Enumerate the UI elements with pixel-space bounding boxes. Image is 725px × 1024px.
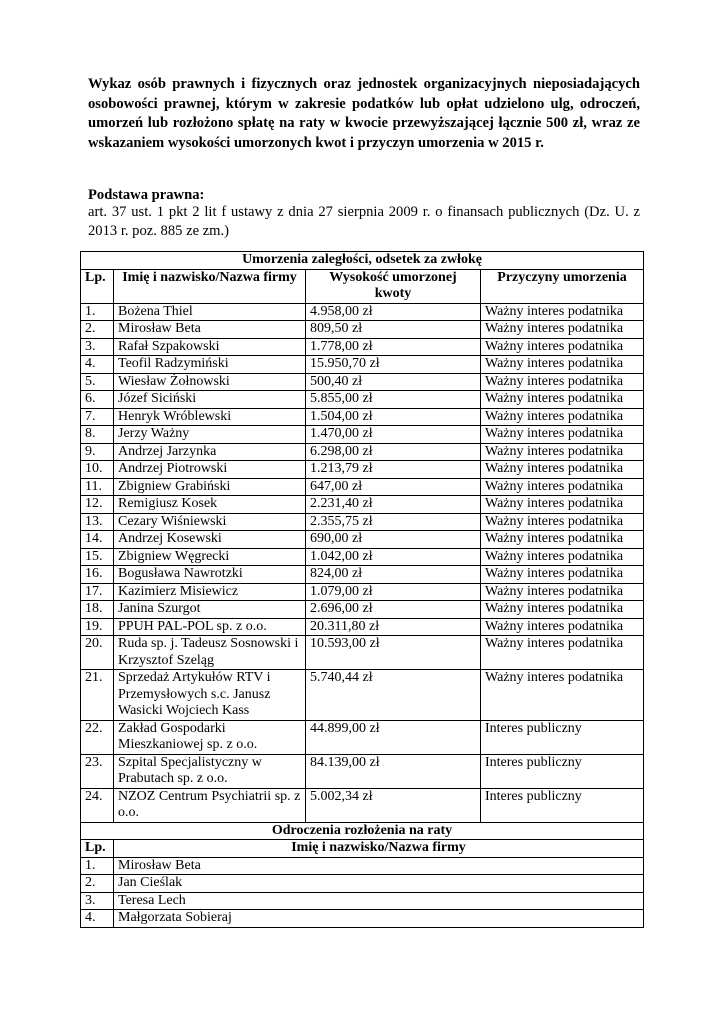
row-lp: 20. (81, 636, 114, 670)
row-reason: Ważny interes podatnika (481, 391, 644, 409)
row-reason: Ważny interes podatnika (481, 531, 644, 549)
row-name: Andrzej Piotrowski (114, 461, 306, 479)
table-row (81, 720, 644, 754)
deferrals-header-lp: Lp. (81, 840, 114, 858)
deferral-row-lp: 3. (81, 892, 114, 910)
row-reason: Ważny interes podatnika (481, 670, 644, 721)
header-amount: Wysokość umorzonej kwoty (306, 269, 481, 303)
row-reason: Interes publiczny (481, 720, 644, 754)
table-row (81, 461, 644, 479)
row-reason: Interes publiczny (481, 788, 644, 822)
row-lp: 22. (81, 720, 114, 754)
header-reason: Przyczyny umorzenia (481, 269, 644, 303)
row-name: Wiesław Żołnowski (114, 373, 306, 391)
row-amount: 647,00 zł (306, 478, 481, 496)
row-lp: 15. (81, 548, 114, 566)
row-lp: 1. (81, 303, 114, 321)
row-amount: 5.002,34 zł (306, 788, 481, 822)
row-reason: Ważny interes podatnika (481, 566, 644, 584)
row-amount: 690,00 zł (306, 531, 481, 549)
table-row (81, 601, 644, 619)
row-amount: 5.855,00 zł (306, 391, 481, 409)
row-name: Janina Szurgot (114, 601, 306, 619)
row-reason: Ważny interes podatnika (481, 373, 644, 391)
deferral-row-name: Jan Cieślak (114, 875, 644, 893)
deferral-row-name: Mirosław Beta (114, 857, 644, 875)
deferrals-header-name: Imię i nazwisko/Nazwa firmy (114, 840, 644, 858)
row-lp: 17. (81, 583, 114, 601)
row-lp: 7. (81, 408, 114, 426)
row-reason: Ważny interes podatnika (481, 583, 644, 601)
table-row (81, 857, 644, 875)
row-amount: 2.231,40 zł (306, 496, 481, 514)
remissions-section-title: Umorzenia zaległości, odsetek za zwłokę (81, 252, 644, 270)
table-row (81, 636, 644, 670)
table-row (81, 754, 644, 788)
row-lp: 12. (81, 496, 114, 514)
table-row (81, 391, 644, 409)
table-row (81, 321, 644, 339)
row-name: Teofil Radzymiński (114, 356, 306, 374)
row-name: Mirosław Beta (114, 321, 306, 339)
row-reason: Ważny interes podatnika (481, 548, 644, 566)
row-name: Andrzej Kosewski (114, 531, 306, 549)
row-lp: 18. (81, 601, 114, 619)
header-name: Imię i nazwisko/Nazwa firmy (114, 269, 306, 303)
row-name: Cezary Wiśniewski (114, 513, 306, 531)
legal-basis-text: art. 37 ust. 1 pkt 2 lit f ustawy z dnia 27 sierpnia 2009 r. o finansach publicznych (Dz. U. z 2013 r. poz. 885 ze zm.) (88, 204, 640, 239)
row-lp: 24. (81, 788, 114, 822)
row-lp: 11. (81, 478, 114, 496)
header-lp: Lp. (81, 269, 114, 303)
document-title: Wykaz osób prawnych i fizycznych oraz jednostek organizacyjnych nieposiadających osobowości prawnej, którym w zakresie podatków lub opłat udzielono ulg, odroczeń, umorzeń lub rozłożono spłatę na raty w kwocie przewyższającej łącznie 500 zł, wraz ze wskazaniem wysokości umorzonych kwot i przyczyn umorzenia w 2015 r. (88, 76, 640, 151)
row-reason: Ważny interes podatnika (481, 461, 644, 479)
row-lp: 19. (81, 618, 114, 636)
row-reason: Ważny interes podatnika (481, 356, 644, 374)
row-lp: 4. (81, 356, 114, 374)
table-row (81, 478, 644, 496)
row-amount: 1.778,00 zł (306, 338, 481, 356)
row-amount: 1.470,00 zł (306, 426, 481, 444)
deferrals-section-row (81, 822, 644, 840)
table-row (81, 670, 644, 721)
row-amount: 20.311,80 zł (306, 618, 481, 636)
table-row (81, 566, 644, 584)
table-row (81, 548, 644, 566)
row-amount: 84.139,00 zł (306, 754, 481, 788)
row-name: Bogusława Nawrotzki (114, 566, 306, 584)
row-lp: 10. (81, 461, 114, 479)
table-row (81, 531, 644, 549)
table-row (81, 583, 644, 601)
row-name: Andrzej Jarzynka (114, 443, 306, 461)
row-lp: 21. (81, 670, 114, 721)
table-row (81, 618, 644, 636)
row-lp: 23. (81, 754, 114, 788)
row-name: Szpital Specjalistyczny w Prabutach sp. z o.o. (114, 754, 306, 788)
row-reason: Ważny interes podatnika (481, 303, 644, 321)
row-reason: Ważny interes podatnika (481, 478, 644, 496)
table-row (81, 443, 644, 461)
row-lp: 5. (81, 373, 114, 391)
row-amount: 10.593,00 zł (306, 636, 481, 670)
deferral-row-lp: 2. (81, 875, 114, 893)
row-name: Zbigniew Grabiński (114, 478, 306, 496)
row-reason: Interes publiczny (481, 754, 644, 788)
row-amount: 824,00 zł (306, 566, 481, 584)
table-row (81, 373, 644, 391)
row-name: NZOZ Centrum Psychiatrii sp. z o.o. (114, 788, 306, 822)
row-name: Ruda sp. j. Tadeusz Sosnowski i Krzysztof Szeląg (114, 636, 306, 670)
row-lp: 9. (81, 443, 114, 461)
table-row (81, 496, 644, 514)
row-reason: Ważny interes podatnika (481, 426, 644, 444)
row-amount: 1.213,79 zł (306, 461, 481, 479)
row-amount: 500,40 zł (306, 373, 481, 391)
row-name: Remigiusz Kosek (114, 496, 306, 514)
table-row (81, 356, 644, 374)
remissions-header-row (81, 269, 644, 303)
row-name: Bożena Thiel (114, 303, 306, 321)
row-amount: 809,50 zł (306, 321, 481, 339)
row-amount: 1.042,00 zł (306, 548, 481, 566)
table-row (81, 426, 644, 444)
row-name: Zakład Gospodarki Mieszkaniowej sp. z o.o. (114, 720, 306, 754)
row-amount: 15.950,70 zł (306, 356, 481, 374)
row-reason: Ważny interes podatnika (481, 618, 644, 636)
row-reason: Ważny interes podatnika (481, 443, 644, 461)
row-reason: Ważny interes podatnika (481, 321, 644, 339)
table-row (81, 788, 644, 822)
row-amount: 4.958,00 zł (306, 303, 481, 321)
row-lp: 8. (81, 426, 114, 444)
row-amount: 44.899,00 zł (306, 720, 481, 754)
table-row (81, 875, 644, 893)
row-lp: 14. (81, 531, 114, 549)
row-name: Jerzy Ważny (114, 426, 306, 444)
row-name: Kazimierz Misiewicz (114, 583, 306, 601)
row-amount: 1.504,00 zł (306, 408, 481, 426)
table-row (81, 513, 644, 531)
deferral-row-name: Małgorzata Sobieraj (114, 910, 644, 928)
table-row (81, 892, 644, 910)
row-lp: 2. (81, 321, 114, 339)
table-row (81, 408, 644, 426)
row-amount: 2.355,75 zł (306, 513, 481, 531)
deferrals-section-title: Odroczenia rozłożenia na raty (81, 822, 644, 840)
row-reason: Ważny interes podatnika (481, 636, 644, 670)
row-name: Józef Siciński (114, 391, 306, 409)
row-reason: Ważny interes podatnika (481, 601, 644, 619)
row-reason: Ważny interes podatnika (481, 513, 644, 531)
legal-basis-heading: Podstawa prawna: (88, 187, 205, 203)
deferrals-header-row (81, 840, 644, 858)
deferral-row-name: Teresa Lech (114, 892, 644, 910)
row-name: Zbigniew Węgrecki (114, 548, 306, 566)
remissions-section-row (81, 252, 644, 270)
deferral-row-lp: 1. (81, 857, 114, 875)
row-lp: 16. (81, 566, 114, 584)
row-amount: 2.696,00 zł (306, 601, 481, 619)
deferral-row-lp: 4. (81, 910, 114, 928)
row-name: Rafał Szpakowski (114, 338, 306, 356)
row-lp: 13. (81, 513, 114, 531)
table-row (81, 338, 644, 356)
row-amount: 6.298,00 zł (306, 443, 481, 461)
register-table (80, 251, 644, 928)
row-amount: 1.079,00 zł (306, 583, 481, 601)
row-reason: Ważny interes podatnika (481, 338, 644, 356)
table-row (81, 303, 644, 321)
row-lp: 3. (81, 338, 114, 356)
row-name: PPUH PAL-POL sp. z o.o. (114, 618, 306, 636)
row-name: Henryk Wróblewski (114, 408, 306, 426)
table-row (81, 910, 644, 928)
row-reason: Ważny interes podatnika (481, 408, 644, 426)
row-amount: 5.740,44 zł (306, 670, 481, 721)
row-lp: 6. (81, 391, 114, 409)
row-reason: Ważny interes podatnika (481, 496, 644, 514)
row-name: Sprzedaż Artykułów RTV i Przemysłowych s.c. Janusz Wasicki Wojciech Kass (114, 670, 306, 721)
